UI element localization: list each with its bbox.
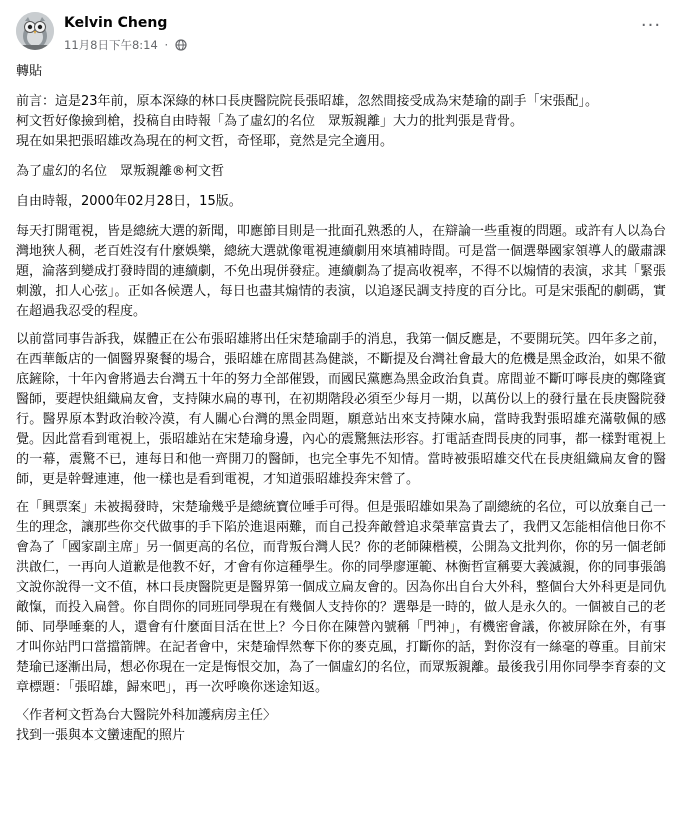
paragraph-1: 每天打開電視，皆是總統大選的新聞，叩應節目則是一批面孔熟悉的人，在辯論一些重複的問題。或許有人以為台灣地狹人稠，老百姓沒有什麼娛樂，總統大選就像電視連續劇用來填補時間。可是當一個選舉國家領導人的嚴肅課題，淪落到變成打發時間的連續劇，不免出現併發症。連續劇為了提高收視率，不得不以煽情的表演，求其「緊張刺激，扣人心弦」。正如各候選人，每日也盡其煽情的表演，以追逐民調支持度的百分比。可是宋張配的劇碼，實在超過我忍受的程度。 bbox=[16, 224, 667, 319]
post-body bbox=[16, 62, 666, 746]
author-avatar[interactable] bbox=[16, 12, 54, 50]
photo-note: 找到一張與本文蠻速配的照片 bbox=[16, 728, 186, 743]
author-note: 〈作者柯文哲為台大醫院外科加護病房主任〉 bbox=[16, 708, 277, 723]
author-name[interactable]: Kelvin Cheng bbox=[64, 15, 168, 31]
paragraph-2: 以前當同事告訴我，媒體正在公布張昭雄將出任宋楚瑜副手的消息，我第一個反應是，不要開玩笑。四年多之前，在西華飯店的一個醫界聚餐的場合，張昭雄在席間甚為健談，不斷提及台灣社會最大的危機是黑金政治，如果不徹底鏟除，十年內會將過去台灣五十年的努力全部催毀，而國民黨應為黑金政治負責。席間並不斷叮嚀長庚的鄭隆賓醫師，要趕快組織扁友會，支持陳水扁的專刊，在初期階段必須至少每月一期，以萬份以上的發行量在長庚醫院發行。醫界原本對政治較冷漠，有人關心台灣的黑金問題，願意站出來支持陳水扁，當時我對張昭雄充滿敬佩的感覺。因此當看到電視上，張昭雄站在宋楚瑜身邊，內心的震驚無法形容。打電話查問長庚的同事，都一樣對電視上的一幕，震驚不已，連每日和他一齊開刀的醫師，也完全事先不知情。當時被張昭雄交代在長庚組織扁友會的醫師，更是幹聲連連，他一樣也是看到電視，才知道張昭雄投奔宋營了。 bbox=[16, 332, 667, 487]
preface-line-3: 現在如果把張昭雄改為現在的柯文哲，奇怪耶，竟然是完全適用。 bbox=[16, 134, 394, 149]
post-meta bbox=[64, 36, 187, 52]
globe-icon[interactable] bbox=[175, 39, 187, 51]
post-timestamp[interactable]: 11月8日下午8:14 bbox=[64, 37, 158, 52]
meta-separator: · bbox=[164, 37, 169, 52]
paragraph-3: 在「興票案」未被揭發時，宋楚瑜幾乎是總統寶位唾手可得。但是張昭雄如果為了副總統的名位，可以放棄自己一生的理念，讓那些你交代做事的手下陷於進退兩難，而自己投奔敵營追求榮華富貴去了，我們又怎能相信他日你不會為了「國家副主席」另一個更高的名位，而背叛台灣人民？你的老師陳楷模，公開為文批判你，你的另一個老師洪啟仁，一再向人道歉是他教不好，才會有你這種學生。你的同學廖運範、林衡哲宣稱要大義滅親，你的同事張鴿文說你說得一文不值，林口長庚醫院更是醫界第一個成立扁友會的。因為你出自台大外科，整個台大外科更是同仇敵愾，而投入扁營。你自問你的同班同學現在有幾個人支持你的？選舉是一時的，做人是永久的。一個被自己的老師、同學唾棄的人，還會有什麼面目活在世上？今日你在陳營內號稱「門神」，有機密會議，你被屏除在外，有事才叫你站門口當擋箭牌。在記者會中，宋楚瑜悍然奪下你的麥克風，打斷你的話，對你沒有一絲毫的尊重。目前宋楚瑜已逐漸出局，想必你現在一定是悔恨交加，為了一個虛幻的名位，而眾叛親離。最後我引用你同學李育泰的文章標題：「張昭雄，歸來吧」，再一次呼喚你迷途知返。 bbox=[16, 500, 667, 695]
repost-label: 轉貼 bbox=[16, 64, 43, 79]
article-source: 自由時報，2000年02月28日，15版。 bbox=[16, 194, 242, 209]
preface-line-1: 前言：這是23年前，原本深綠的林口長庚醫院院長張昭雄，忽然間接受成為宋楚瑜的副手「宋張配」。 bbox=[16, 94, 599, 109]
owl-avatar-icon bbox=[16, 12, 54, 50]
article-title: 為了虛幻的名位 眾叛親離®柯文哲 bbox=[16, 164, 225, 179]
preface-line-2: 柯文哲好像撿到槍，投稿自由時報「為了虛幻的名位 眾叛親離」大力的批判張是背骨。 bbox=[16, 114, 524, 129]
more-options-icon[interactable]: ··· bbox=[640, 15, 662, 36]
post-header bbox=[0, 0, 682, 56]
